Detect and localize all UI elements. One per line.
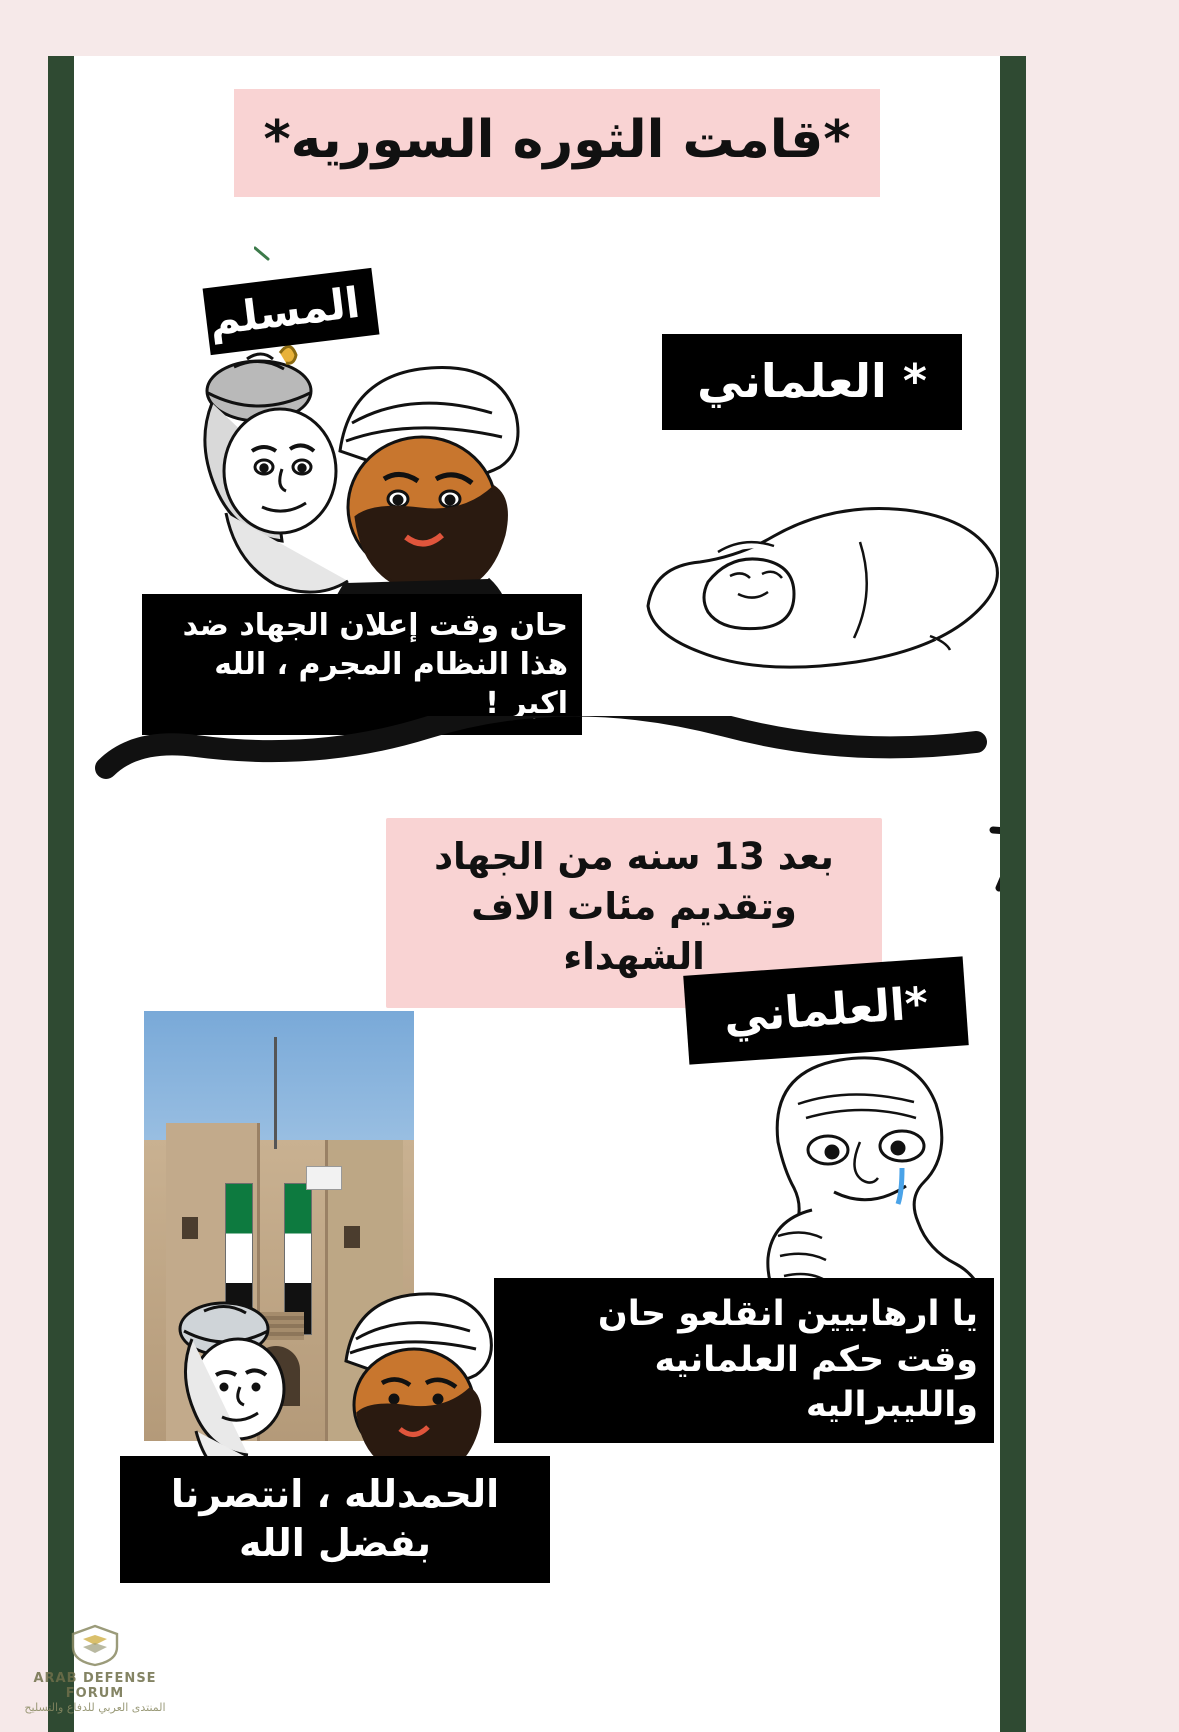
stray-tick-mark [254, 246, 274, 262]
photo-window [182, 1217, 198, 1239]
speech-jihad-call: حان وقت إعلان الجهاد ضد هذا النظام المجرم ، الله اكبر ! [142, 594, 582, 735]
watermark-subtitle: المنتدى العربي للدفاع والتسليح [24, 1701, 166, 1714]
photo-sign [306, 1166, 342, 1190]
label-secular-bottom: *العلماني [683, 956, 969, 1065]
label-secular-top: * العلماني [662, 334, 962, 430]
meme-content [74, 56, 1000, 1732]
watermark-name: ARAB DEFENSE FORUM [33, 1671, 157, 1701]
right-frame-bar [1000, 56, 1026, 1732]
left-frame-bar [48, 56, 74, 1732]
photo-window [344, 1226, 360, 1248]
speech-terrorists: يا ارهابيين انقلعو حان وقت حكم العلمانيه والليبراليه [494, 1278, 994, 1443]
shield-icon [67, 1623, 123, 1667]
sleeping-person-under-blanket-drawing [612, 486, 1000, 686]
label-muslim: المسلم [203, 268, 380, 355]
after-years-caption: بعد 13 سنه من الجهاد وتقديم مئات الاف الشهداء [386, 818, 882, 1008]
stray-pen-mark [989, 826, 1000, 896]
page-title: *قامت الثوره السوريه* [234, 89, 880, 197]
speech-victory: الحمدلله ، انتصرنا بفضل الله [120, 1456, 550, 1583]
muslim-wojak-pair-drawing [84, 331, 534, 631]
forum-watermark [10, 1623, 180, 1714]
photo-flag-mast [274, 1037, 277, 1149]
divider-squiggle [94, 716, 994, 786]
